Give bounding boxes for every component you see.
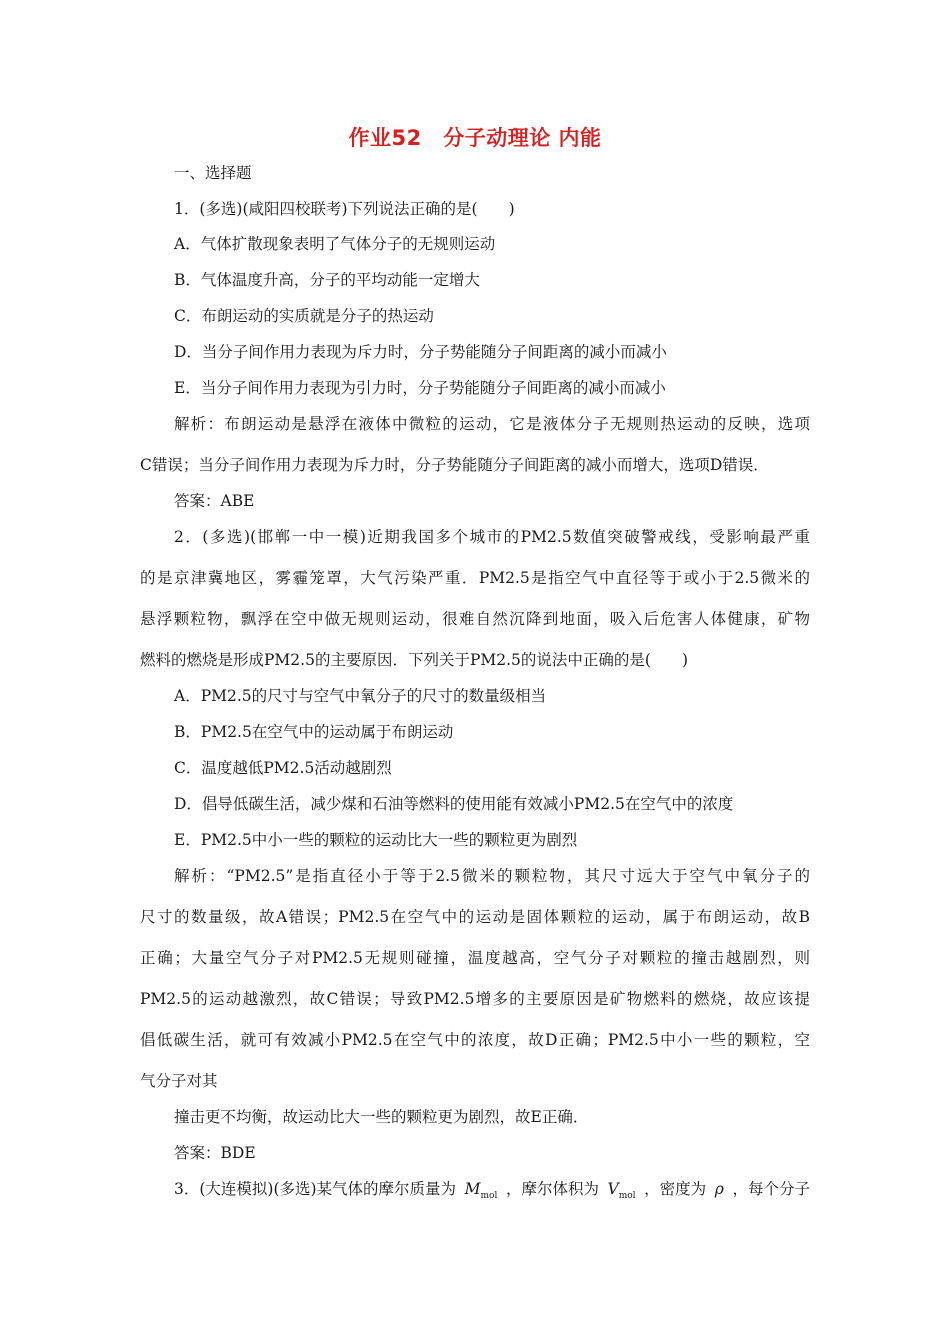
- q1-option-a: A．气体扩散现象表明了气体分子的无规则运动: [174, 235, 496, 253]
- q2-analysis-line: 撞击更不均衡，故运动比大一些的颗粒更为剧烈，故E正确．: [174, 1108, 589, 1126]
- q2-stem-line: 2．(多选)(邯郸一中一模)近期我国多个城市的PM2.5数值突破警戒线，受影响最严重: [174, 528, 810, 546]
- q1-answer: 答案：ABE: [174, 492, 255, 510]
- q2-stem-line: 燃料的燃烧是形成PM2.5的主要原因．下列关于PM2.5的说法中正确的是( ): [140, 651, 688, 669]
- q2-analysis-line: PM2.5的运动越激烈，故C错误；导致PM2.5增多的主要原因是矿物燃料的燃烧，故应该提: [140, 990, 810, 1008]
- q2-stem-line: 悬浮颗粒物，飘浮在空中做无规则运动，很难自然沉降到地面，吸入后危害人体健康，矿物: [140, 610, 810, 628]
- q3-stem-text: 3．(大连模拟)(多选)某气体的摩尔质量为: [174, 1180, 457, 1198]
- q1-option-b: B．气体温度升高，分子的平均动能一定增大: [174, 271, 480, 289]
- molar-mass-symbol: $M_{mol}$: [464, 1180, 498, 1202]
- q2-option-c: C．温度越低PM2.5活动越剧烈: [174, 759, 392, 777]
- q3-stem-text: ，密度为: [644, 1180, 707, 1198]
- q2-analysis-line: 解析：“PM2.5”是指直径小于等于2.5微米的颗粒物，其尺寸远大于空气中氧分子的: [174, 867, 810, 885]
- section-heading: 一、选择题: [174, 164, 252, 182]
- q2-option-d: D．倡导低碳生活，减少煤和石油等燃料的使用能有效减小PM2.5在空气中的浓度: [174, 795, 734, 813]
- q3-stem-line: [174, 1179, 810, 1206]
- q3-stem-text: ，每个分子: [732, 1180, 810, 1198]
- q1-stem: 1．(多选)(咸阳四校联考)下列说法正确的是( ): [174, 200, 515, 218]
- q2-option-b: B．PM2.5在空气中的运动属于布朗运动: [174, 723, 454, 741]
- q2-analysis-line: 尺寸的数量级，故A错误；PM2.5在空气中的运动是固体颗粒的运动，属于布朗运动，故B: [140, 908, 810, 926]
- q2-option-e: E．PM2.5中小一些的颗粒的运动比大一些的颗粒更为剧烈: [174, 831, 578, 849]
- q2-answer: 答案：BDE: [174, 1144, 256, 1162]
- q2-analysis-line: 正确；大量空气分子对PM2.5无规则碰撞，温度越高，空气分子对颗粒的撞击越剧烈，则: [140, 949, 810, 967]
- q1-analysis-line: 解析：布朗运动是悬浮在液体中微粒的运动，它是液体分子无规则热运动的反映，选项: [174, 415, 810, 433]
- molar-volume-symbol: $V_{mol}$: [607, 1180, 636, 1202]
- q1-option-e: E．当分子间作用力表现为引力时，分子势能随分子间距离的减小而减小: [174, 379, 666, 397]
- q2-option-a: A．PM2.5的尺寸与空气中氧分子的尺寸的数量级相当: [174, 687, 547, 705]
- q2-analysis-line: 倡低碳生活，就可有效减小PM2.5在空气中的浓度，故D正确；PM2.5中小一些的颗粒，空: [140, 1031, 810, 1049]
- q1-option-d: D．当分子间作用力表现为斥力时，分子势能随分子间距离的减小而减小: [174, 343, 667, 361]
- page-title: 作业52 分子动理论 内能: [348, 126, 602, 150]
- q1-analysis-line: C错误；当分子间作用力表现为斥力时，分子势能随分子间距离的减小而增大，选项D错误．: [140, 456, 769, 474]
- q3-stem-text: ，摩尔体积为: [505, 1180, 599, 1198]
- q1-option-c: C．布朗运动的实质就是分子的热运动: [174, 307, 434, 325]
- density-symbol: ρ: [714, 1180, 724, 1198]
- q2-analysis-line: 气分子对其: [140, 1072, 218, 1090]
- q2-stem-line: 的是京津冀地区，雾霾笼罩，大气污染严重．PM2.5是指空气中直径等于或小于2.5微米的: [140, 569, 810, 587]
